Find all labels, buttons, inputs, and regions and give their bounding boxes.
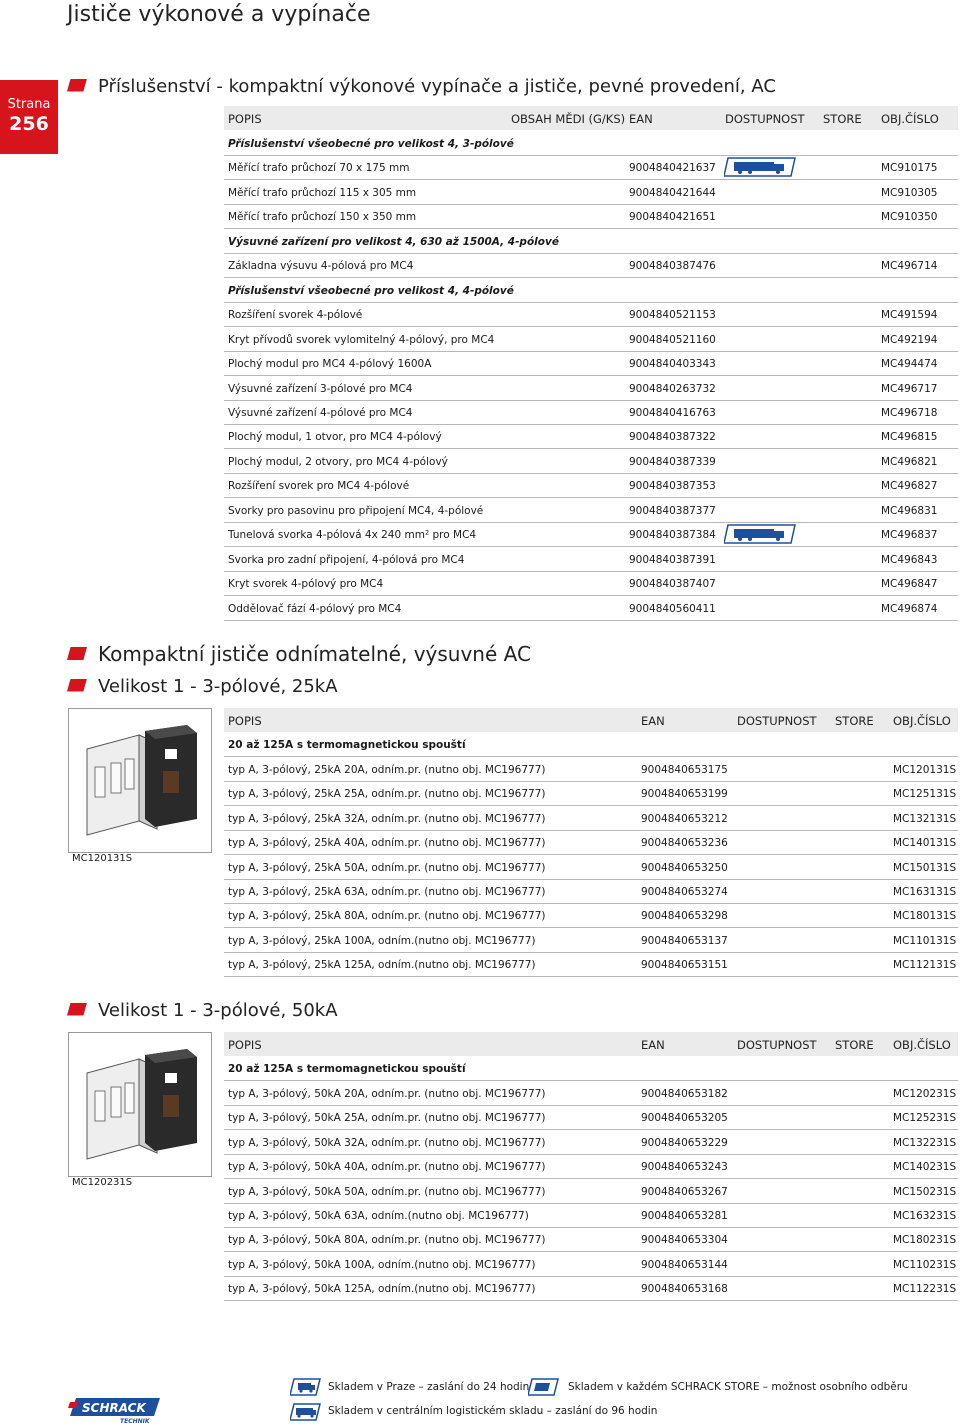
- col-ean: EAN: [629, 112, 653, 126]
- row-ean: 9004840653281: [641, 1210, 728, 1222]
- table-row: [224, 522, 958, 547]
- section-title-accessories: [67, 76, 776, 97]
- row-order-number: MC120131S: [893, 764, 957, 776]
- row-description: typ A, 3-pólový, 50kA 63A, odním.(nutno obj. MC196777): [228, 1210, 529, 1222]
- group-label: Příslušenství všeobecné pro velikost 4, 4-pólové: [228, 284, 514, 297]
- row-ean: 9004840387407: [629, 578, 716, 591]
- row-ean: 9004840653144: [641, 1258, 728, 1271]
- row-description: typ A, 3-pólový, 50kA 25A, odním.pr. (nutno obj. MC196777): [228, 1112, 546, 1125]
- table-row: [224, 1179, 958, 1204]
- table-row: [224, 1227, 958, 1252]
- group-row: [224, 131, 958, 156]
- row-order-number: MC496847: [881, 578, 938, 591]
- page-title: Jističe výkonové a vypínače: [67, 2, 371, 27]
- page-tab-label: Strana: [7, 97, 51, 112]
- row-order-number: MC110131S: [893, 934, 957, 947]
- row-description: typ A, 3-pólový, 50kA 32A, odním.pr. (nutno obj. MC196777): [228, 1136, 546, 1149]
- row-description: typ A, 3-pólový, 25kA 125A, odním.(nutno obj. MC196777): [228, 959, 536, 972]
- row-ean: 9004840653212: [641, 812, 728, 825]
- row-description: typ A, 3-pólový, 25kA 80A, odním.pr. (nutno obj. MC196777): [228, 910, 546, 923]
- table-row: [224, 155, 958, 180]
- table-row: [224, 253, 958, 278]
- row-description: typ A, 3-pólový, 50kA 20A, odním.pr. (nutno obj. MC196777): [228, 1088, 546, 1100]
- table-row: [224, 806, 958, 831]
- row-ean: 9004840653175: [641, 764, 728, 776]
- row-ean: 9004840521153: [629, 309, 716, 322]
- row-description: Rozšíření svorek 4-pólové: [228, 309, 363, 322]
- table-row: [224, 376, 958, 401]
- bullet-icon: [67, 79, 87, 92]
- table-row: [224, 571, 958, 596]
- col-availability: DOSTUPNOST: [737, 1038, 817, 1052]
- table-row: [224, 903, 958, 928]
- truck-icon: [724, 524, 796, 544]
- table-row: [224, 757, 958, 782]
- row-description: Oddělovač fází 4-pólový pro MC4: [228, 602, 402, 615]
- col-order-number: OBJ.ČÍSLO: [881, 112, 939, 126]
- row-order-number: MC140231S: [893, 1161, 957, 1174]
- col-popis: POPIS: [228, 112, 262, 126]
- table-row: [224, 473, 958, 498]
- table-header: [224, 708, 958, 732]
- subsection-title-25ka: [67, 676, 338, 697]
- table-row: [224, 1105, 958, 1130]
- row-ean: 9004840263732: [629, 382, 716, 395]
- bullet-icon: [67, 679, 87, 692]
- row-order-number: MC150131S: [893, 861, 957, 874]
- row-description: typ A, 3-pólový, 25kA 100A, odním.(nutno obj. MC196777): [228, 934, 536, 947]
- page-number-tab: [0, 80, 58, 154]
- truck-central-icon: [290, 1402, 324, 1422]
- row-ean: 9004840653182: [641, 1088, 728, 1100]
- row-ean: 9004840421644: [629, 186, 716, 199]
- row-order-number: MC496874: [881, 602, 938, 615]
- row-description: Plochý modul, 2 otvory, pro MC4 4-pólový: [228, 455, 448, 468]
- row-order-number: MC150231S: [893, 1185, 957, 1198]
- row-ean: 9004840387384: [629, 529, 716, 542]
- row-ean: 9004840387476: [629, 260, 716, 273]
- table-header: [224, 106, 958, 130]
- col-ean: EAN: [641, 714, 665, 728]
- table-row: [224, 1081, 958, 1106]
- row-order-number: MC112231S: [893, 1283, 957, 1296]
- col-availability: DOSTUPNOST: [737, 714, 817, 728]
- row-ean: 9004840653137: [641, 934, 728, 947]
- truck-icon: [724, 157, 796, 177]
- row-description: Měřící trafo průchozí 115 x 305 mm: [228, 186, 417, 199]
- row-ean: 9004840421637: [629, 162, 716, 175]
- product-code-25ka: MC120131S: [72, 853, 133, 864]
- col-popis: POPIS: [228, 1038, 262, 1052]
- row-order-number: MC496831: [881, 504, 938, 517]
- circuit-breaker-icon: [69, 709, 211, 852]
- col-store: STORE: [835, 1038, 874, 1052]
- table-header: [224, 1032, 958, 1056]
- row-order-number: MC125131S: [893, 788, 957, 801]
- col-store: STORE: [823, 112, 862, 126]
- table-row: [224, 1252, 958, 1277]
- row-ean: 9004840403343: [629, 358, 716, 371]
- circuit-breaker-icon: [69, 1033, 211, 1176]
- row-order-number: MC112131S: [893, 959, 957, 972]
- table-row: [224, 1276, 958, 1301]
- row-order-number: MC125231S: [893, 1112, 957, 1125]
- row-order-number: MC910305: [881, 186, 938, 199]
- row-description: Výsuvné zařízení 3-pólové pro MC4: [228, 382, 413, 395]
- row-ean: 9004840653298: [641, 910, 728, 923]
- table-row: [224, 351, 958, 376]
- row-description: Plochý modul pro MC4 4-pólový 1600A: [228, 358, 432, 371]
- row-description: typ A, 3-pólový, 25kA 25A, odním.pr. (nutno obj. MC196777): [228, 788, 546, 801]
- row-description: typ A, 3-pólový, 25kA 50A, odním.pr. (nutno obj. MC196777): [228, 861, 546, 874]
- row-description: typ A, 3-pólový, 50kA 80A, odním.pr. (nutno obj. MC196777): [228, 1234, 546, 1247]
- table-row: [224, 180, 958, 205]
- row-description: typ A, 3-pólový, 50kA 50A, odním.pr. (nutno obj. MC196777): [228, 1185, 546, 1198]
- section-title-breakers: [67, 642, 531, 666]
- table-row: [224, 1130, 958, 1155]
- col-copper: OBSAH MĚDI (G/KS): [511, 112, 626, 126]
- schrack-logo: [68, 1398, 160, 1424]
- table-row: [224, 327, 958, 352]
- truck-praha-icon: [290, 1377, 324, 1397]
- row-description: Svorky pro pasovinu pro připojení MC4, 4-pólové: [228, 504, 484, 517]
- row-ean: 9004840387339: [629, 455, 716, 468]
- bullet-icon: [67, 1003, 87, 1016]
- row-order-number: MC910350: [881, 211, 938, 224]
- row-order-number: MC163231S: [893, 1210, 957, 1222]
- row-order-number: MC180231S: [893, 1234, 957, 1247]
- table-row: [224, 830, 958, 855]
- row-ean: 9004840653243: [641, 1161, 728, 1174]
- table-row: [224, 449, 958, 474]
- row-order-number: MC496718: [881, 406, 938, 419]
- row-order-number: MC491594: [881, 309, 938, 322]
- row-order-number: MC492194: [881, 333, 938, 346]
- page-number: 256: [9, 113, 49, 135]
- row-ean: 9004840653236: [641, 837, 728, 850]
- product-code-50ka: MC120231S: [72, 1177, 133, 1188]
- row-ean: 9004840421651: [629, 211, 716, 224]
- row-ean: 9004840653168: [641, 1283, 728, 1296]
- row-ean: 9004840653250: [641, 861, 728, 874]
- row-description: Kryt přívodů svorek vylomitelný 4-pólový, pro MC4: [228, 333, 495, 346]
- svg-text:TECHNIK: TECHNIK: [120, 1418, 150, 1424]
- row-ean: 9004840653229: [641, 1136, 728, 1149]
- row-description: Svorka pro zadní připojení, 4-pólová pro MC4: [228, 553, 465, 566]
- row-order-number: MC496843: [881, 553, 938, 566]
- row-order-number: MC496827: [881, 480, 938, 493]
- col-order-number: OBJ.ČÍSLO: [893, 1038, 951, 1052]
- row-ean: 9004840653267: [641, 1185, 728, 1198]
- row-description: typ A, 3-pólový, 25kA 40A, odním.pr. (nutno obj. MC196777): [228, 837, 546, 850]
- row-description: Základna výsuvu 4-pólová pro MC4: [228, 260, 414, 273]
- row-description: typ A, 3-pólový, 25kA 20A, odním.pr. (nutno obj. MC196777): [228, 764, 546, 776]
- row-ean: 9004840387353: [629, 480, 716, 493]
- row-order-number: MC180131S: [893, 910, 957, 923]
- group-row: [224, 732, 958, 757]
- row-ean: 9004840560411: [629, 602, 716, 615]
- row-ean: 9004840653304: [641, 1234, 728, 1247]
- table-row: [224, 596, 958, 621]
- subsection-title-text: Velikost 1 - 3-pólové, 25kA: [98, 676, 338, 697]
- table-row: [224, 424, 958, 449]
- table-row: [224, 547, 958, 572]
- legend-store: Skladem v každém SCHRACK STORE – možnost osobního odběru: [568, 1381, 908, 1393]
- section-title-text: Kompaktní jističe odnímatelné, výsuvné AC: [98, 642, 531, 666]
- row-ean: 9004840653199: [641, 788, 728, 801]
- col-store: STORE: [835, 714, 874, 728]
- row-description: Kryt svorek 4-pólový pro MC4: [228, 578, 384, 591]
- row-order-number: MC496717: [881, 382, 938, 395]
- row-description: Výsuvné zařízení 4-pólové pro MC4: [228, 406, 413, 419]
- group-row: [224, 1056, 958, 1081]
- row-order-number: MC494474: [881, 358, 938, 371]
- col-availability: DOSTUPNOST: [725, 112, 805, 126]
- table-row: [224, 498, 958, 523]
- row-ean: 9004840387391: [629, 553, 716, 566]
- store-icon: [528, 1377, 562, 1397]
- row-order-number: MC496714: [881, 260, 938, 273]
- product-image-25ka: [68, 708, 212, 853]
- subsection-title-50ka: [67, 1000, 338, 1021]
- col-popis: POPIS: [228, 714, 262, 728]
- row-description: typ A, 3-pólový, 50kA 125A, odním.(nutno obj. MC196777): [228, 1283, 536, 1296]
- subsection-title-text: Velikost 1 - 3-pólové, 50kA: [98, 1000, 338, 1021]
- row-description: typ A, 3-pólový, 50kA 40A, odním.pr. (nutno obj. MC196777): [228, 1161, 546, 1174]
- row-description: Rozšíření svorek pro MC4 4-pólové: [228, 480, 410, 493]
- row-description: Měřící trafo průchozí 150 x 350 mm: [228, 211, 417, 224]
- table-row: [224, 1203, 958, 1228]
- row-order-number: MC132131S: [893, 812, 957, 825]
- svg-text:SCHRACK: SCHRACK: [82, 1401, 146, 1415]
- row-ean: 9004840653205: [641, 1112, 728, 1125]
- row-description: typ A, 3-pólový, 25kA 32A, odním.pr. (nutno obj. MC196777): [228, 812, 546, 825]
- row-ean: 9004840653151: [641, 959, 728, 972]
- row-description: Plochý modul, 1 otvor, pro MC4 4-pólový: [228, 431, 442, 444]
- bullet-icon: [67, 647, 87, 660]
- group-label: Příslušenství všeobecné pro velikost 4, 3-pólové: [228, 138, 514, 150]
- legend-praha: Skladem v Praze – zaslání do 24 hodin: [328, 1381, 530, 1393]
- row-order-number: MC140131S: [893, 837, 957, 850]
- row-description: Tunelová svorka 4-pólová 4x 240 mm² pro MC4: [228, 529, 477, 542]
- table-row: [224, 400, 958, 425]
- row-ean: 9004840387322: [629, 431, 716, 444]
- section-title-text: Příslušenství - kompaktní výkonové vypínače a jističe, pevné provedení, AC: [98, 76, 776, 97]
- row-description: Měřící trafo průchozí 70 x 175 mm: [228, 162, 410, 175]
- table-row: [224, 302, 958, 327]
- table-row: [224, 204, 958, 229]
- row-order-number: MC110231S: [893, 1258, 957, 1271]
- row-ean: 9004840653274: [641, 886, 728, 898]
- row-description: typ A, 3-pólový, 50kA 100A, odním.(nutno obj. MC196777): [228, 1258, 536, 1271]
- table-row: [224, 952, 958, 977]
- table-row: [224, 855, 958, 880]
- group-label: 20 až 125A s termomagnetickou spouští: [228, 739, 466, 751]
- table-row: [224, 879, 958, 904]
- table-row: [224, 781, 958, 806]
- table-row: [224, 1154, 958, 1179]
- group-row: [224, 278, 958, 303]
- product-image-50ka: [68, 1032, 212, 1177]
- group-label: Výsuvné zařízení pro velikost 4, 630 až 1500A, 4-pólové: [228, 235, 559, 248]
- row-order-number: MC496837: [881, 529, 938, 542]
- col-order-number: OBJ.ČÍSLO: [893, 714, 951, 728]
- col-ean: EAN: [641, 1038, 665, 1052]
- row-order-number: MC163131S: [893, 886, 957, 898]
- row-description: typ A, 3-pólový, 25kA 63A, odním.pr. (nutno obj. MC196777): [228, 886, 546, 898]
- row-ean: 9004840521160: [629, 333, 716, 346]
- row-order-number: MC132231S: [893, 1136, 957, 1149]
- row-ean: 9004840416763: [629, 406, 716, 419]
- row-order-number: MC496815: [881, 431, 938, 444]
- table-row: [224, 928, 958, 953]
- group-row: [224, 229, 958, 254]
- legend-central: Skladem v centrálním logistickém skladu – zaslání do 96 hodin: [328, 1405, 658, 1417]
- row-order-number: MC496821: [881, 455, 938, 468]
- row-ean: 9004840387377: [629, 504, 716, 517]
- group-label: 20 až 125A s termomagnetickou spouští: [228, 1063, 466, 1075]
- row-order-number: MC120231S: [893, 1088, 957, 1100]
- row-order-number: MC910175: [881, 162, 938, 175]
